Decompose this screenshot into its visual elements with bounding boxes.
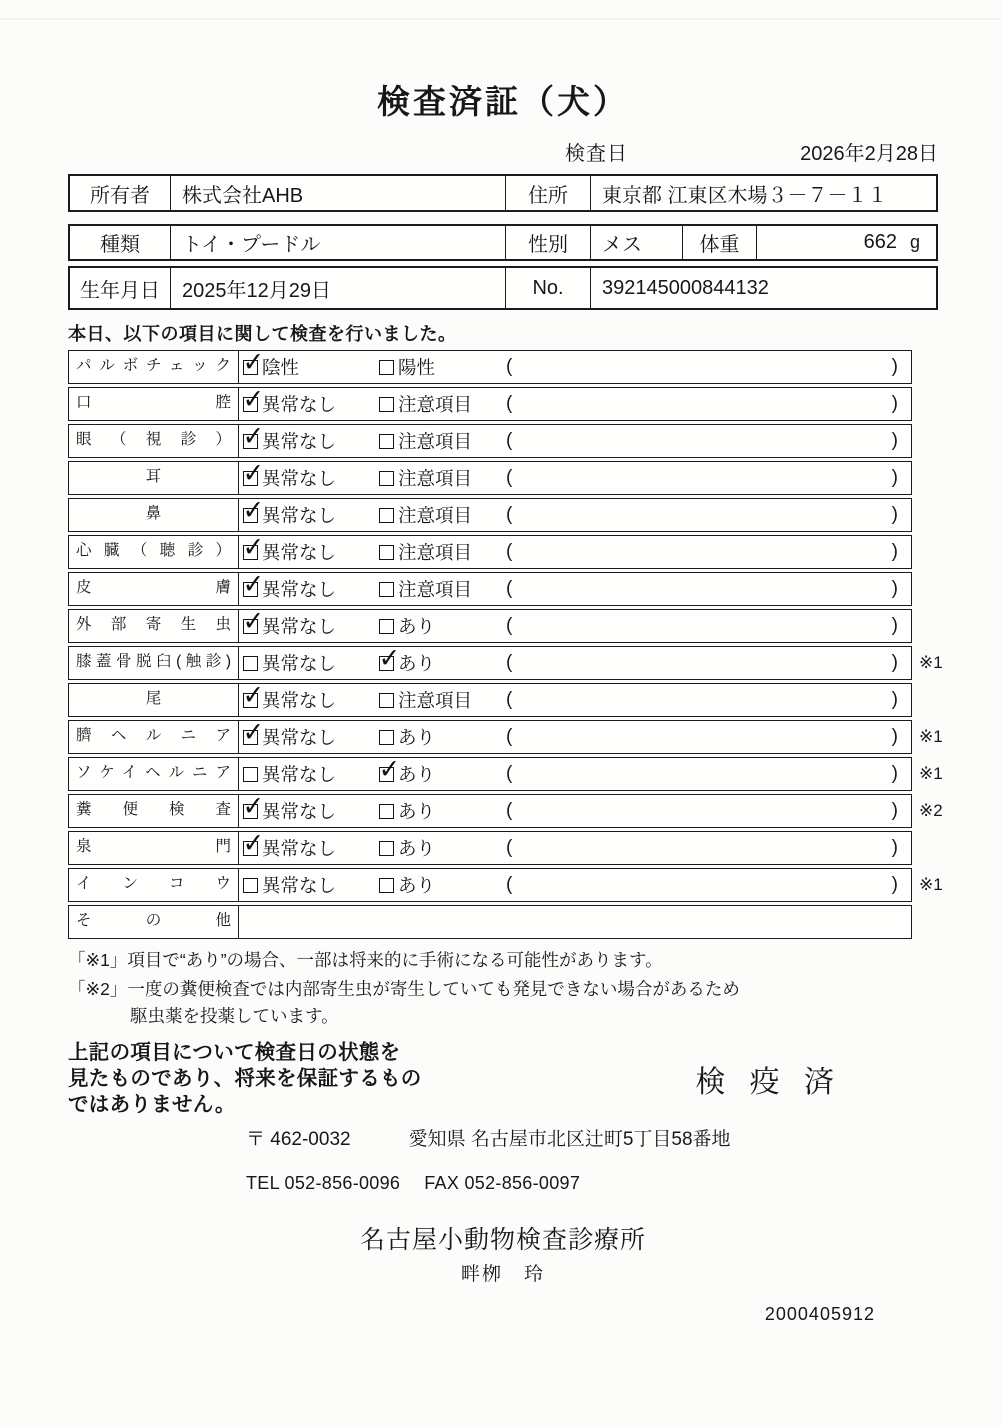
check-option [243,687,379,713]
check-option-label: 異常なし [262,653,337,674]
check-option [379,391,506,417]
check-row [68,535,938,569]
checkbox-icon[interactable] [379,360,394,375]
check-option-label: 異常なし [262,505,337,526]
check-row-content [239,573,911,605]
checkbox-checked-icon[interactable] [243,841,258,856]
check-item-label: パルボチェック [69,351,239,383]
row-footnote-ref: ※1 [919,875,943,894]
check-row-content [239,536,911,568]
check-option-label: 注意項目 [398,542,473,563]
check-option-label: 異常なし [262,468,337,489]
check-row-box [68,387,912,421]
paren-close: ) [891,615,898,636]
check-item-label: その他 [69,906,239,938]
check-row-content [239,869,911,901]
check-row-box [68,535,912,569]
checkbox-checked-icon[interactable] [243,508,258,523]
check-item-label: 心臓（聴診） [69,536,239,568]
checkbox-checked-icon[interactable] [379,656,394,671]
paren-open: ( [506,504,513,525]
check-option-label: 注意項目 [398,468,473,489]
check-row-content [239,351,911,383]
check-row-box [68,794,912,828]
checkbox-checked-icon[interactable] [243,804,258,819]
check-item-label: 耳 [69,462,239,494]
row-footnote-ref: ※1 [919,764,943,783]
check-option [243,465,379,491]
paren-open: ( [506,615,513,636]
check-row-box [68,720,912,754]
exam-date-row [68,137,938,166]
paren-open: ( [506,541,513,562]
check-option [379,761,506,787]
check-row [68,646,943,680]
check-option [379,650,506,676]
check-option [379,872,506,898]
check-option [243,354,379,380]
paren-open: ( [506,726,513,747]
paren-close: ) [891,578,898,599]
row-footnote-ref: ※1 [919,653,943,672]
check-row-content [239,499,911,531]
exam-date-value: 2026年2月28日 [800,143,938,165]
check-option [243,502,379,528]
check-row-content [239,832,911,864]
checkbox-icon[interactable] [379,471,394,486]
row-footnote-ref [912,350,952,384]
clinic-contact-line [68,1173,938,1194]
check-option-label: あり [398,727,436,748]
check-row-box [68,350,912,384]
check-row [68,350,938,384]
paren-open: ( [506,689,513,710]
row-footnote-ref [912,572,952,606]
paren-open: ( [506,467,513,488]
check-item-label: ソケイヘルニア [69,758,239,790]
check-option-label: 注意項目 [398,690,473,711]
checkbox-checked-icon[interactable] [243,582,258,597]
check-row-box [68,868,912,902]
check-option-label: 異常なし [262,764,337,785]
check-option [243,576,379,602]
checkbox-icon[interactable] [379,397,394,412]
check-option [243,724,379,750]
row-footnote-ref [912,498,952,532]
paren-close: ) [891,541,898,562]
check-row [68,387,938,421]
checkbox-checked-icon[interactable] [243,471,258,486]
check-row-box [68,683,912,717]
row-footnote-ref [912,424,952,458]
check-option-label: あり [398,653,436,674]
check-option [243,613,379,639]
row-footnote-ref [912,461,952,495]
intro-text: 本日、以下の項目に関して検査を行いました。 [68,324,457,344]
checkbox-icon[interactable] [379,730,394,745]
paren-open: ( [506,430,513,451]
check-option [243,835,379,861]
check-row-box [68,757,912,791]
weight-cell [756,226,936,259]
check-option [379,576,506,602]
sex-value: メス [590,226,682,259]
paren-open: ( [506,652,513,673]
page-title: 検査済証（犬） [377,83,629,120]
paren-open: ( [506,393,513,414]
checkbox-icon[interactable] [379,841,394,856]
check-option-label: あり [398,875,436,896]
disclaimer-line1: 上記の項目について検査日の状態を [68,1041,401,1064]
check-option-label: 注意項目 [398,431,473,452]
owner-table [68,174,938,212]
checkbox-icon[interactable] [243,878,258,893]
paren-close: ) [891,467,898,488]
check-option [379,354,506,380]
check-row-content [239,610,911,642]
weight-label: 体重 [682,226,756,259]
check-option [379,428,506,454]
checkbox-icon[interactable] [379,619,394,634]
check-row-content [239,462,911,494]
check-row [68,720,943,754]
check-row-content [239,647,911,679]
check-item-label: 泉門 [69,832,239,864]
footnote-2-line1: 「※2」一度の糞便検査では内部寄生虫が寄生していても発見できない場合があるため [68,979,740,999]
scan-artifact-line [0,18,1002,20]
check-item-label: 口腔 [69,388,239,420]
check-item-label: 膝蓋骨脱臼(触診) [69,647,239,679]
veterinarian-name: 畔栁 玲 [460,1264,545,1286]
check-row [68,683,938,717]
check-row-content [239,684,911,716]
postal-code: 〒 462-0032 [246,1129,351,1151]
check-row-box [68,831,912,865]
check-table [68,350,943,939]
checkbox-icon[interactable] [379,582,394,597]
paren-open: ( [506,837,513,858]
check-row [68,831,938,865]
check-row [68,609,938,643]
paren-close: ) [891,763,898,784]
quarantine-stamp: 検 疫 済 [695,1066,842,1100]
breed-label: 種類 [100,234,140,256]
clinic-fax: FAX 052-856-0097 [424,1173,581,1194]
check-row-box [68,609,912,643]
check-option-label: 異常なし [262,690,337,711]
row-footnote-ref [912,831,952,865]
check-option-label: 異常なし [262,875,337,896]
clinic-tel: TEL 052-856-0096 [246,1173,401,1194]
paren-close: ) [891,874,898,895]
check-option [379,724,506,750]
checkbox-icon[interactable] [379,693,394,708]
check-option-label: 注意項目 [398,505,473,526]
checkbox-icon[interactable] [243,767,258,782]
paren-close: ) [891,393,898,414]
checkbox-checked-icon[interactable] [243,693,258,708]
check-option-label: 陽性 [398,357,436,378]
pet-info-row-1 [68,224,938,261]
check-row [68,572,938,606]
check-row-box [68,461,912,495]
checkbox-checked-icon[interactable] [243,545,258,560]
check-option [243,798,379,824]
check-option-label: あり [398,801,436,822]
checkbox-icon[interactable] [379,508,394,523]
check-row-content [239,425,911,457]
check-option-label: 異常なし [262,838,337,859]
paren-open: ( [506,800,513,821]
check-option-label: 陰性 [262,357,300,378]
disclaimer [68,1040,422,1118]
check-row [68,757,943,791]
check-row [68,461,938,495]
paren-open: ( [506,578,513,599]
check-option-label: 注意項目 [398,394,473,415]
check-option-label: 異常なし [262,579,337,600]
checkbox-icon[interactable] [243,656,258,671]
check-item-label: 尾 [69,684,239,716]
check-row [68,498,938,532]
birthdate-label: 生年月日 [80,279,160,302]
serial-number: 2000405912 [764,1304,875,1325]
check-option-label: 異常なし [262,801,337,822]
weight-value: 662 [863,231,897,253]
check-item-label: 鼻 [69,499,239,531]
clinic-name: 名古屋小動物検査診療所 [359,1226,646,1255]
bottom-row [68,1040,938,1118]
check-option-label: あり [398,838,436,859]
paren-close: ) [891,689,898,710]
paren-close: ) [891,652,898,673]
disclaimer-line3: ではありません。 [68,1093,236,1117]
clinic-address: 愛知県 名古屋市北区辻町5丁目58番地 [408,1129,731,1151]
paren-open: ( [506,356,513,377]
check-option-label: 異常なし [262,542,337,563]
check-row [68,905,938,939]
check-option [243,872,379,898]
check-option [379,798,506,824]
check-item-label: 眼（視診） [69,425,239,457]
check-row-content [239,721,911,753]
row-footnote-ref: ※2 [919,801,943,820]
check-item-label: 外部寄生虫 [69,610,239,642]
row-footnote-ref [912,535,952,569]
check-option [379,539,506,565]
checkbox-icon[interactable] [379,434,394,449]
check-row-box [68,424,912,458]
pet-info-row-2 [68,266,938,310]
paren-close: ) [891,504,898,525]
check-option [379,687,506,713]
registration-no-label: No. [505,268,590,308]
paren-open: ( [506,874,513,895]
sex-label: 性別 [505,226,590,259]
paren-close: ) [891,837,898,858]
breed-value: トイ・プードル [170,226,505,259]
exam-date-label: 検査日 [565,143,628,165]
check-option [243,539,379,565]
checkbox-checked-icon[interactable] [379,767,394,782]
address-label: 住所 [505,176,590,210]
check-row-content [239,388,911,420]
row-footnote-ref [912,609,952,643]
check-row-box [68,646,912,680]
paren-open: ( [506,763,513,784]
check-item-label: インコウ [69,869,239,901]
check-option [379,465,506,491]
checkbox-icon[interactable] [379,545,394,560]
check-item-label: 臍ヘルニア [69,721,239,753]
check-option [243,391,379,417]
row-footnote-ref [912,683,952,717]
check-option-label: 異常なし [262,616,337,637]
paren-close: ) [891,430,898,451]
checkbox-checked-icon[interactable] [243,434,258,449]
check-option [243,650,379,676]
owner-name-value: 株式会社AHB [170,176,505,210]
checkbox-checked-icon[interactable] [243,360,258,375]
check-option-label: あり [398,764,436,785]
check-option [243,761,379,787]
check-option-label: あり [398,616,436,637]
check-row-box [68,498,912,532]
check-row-content [239,795,911,827]
check-item-label: 皮膚 [69,573,239,605]
weight-unit: g [909,232,920,252]
check-row-box [68,572,912,606]
check-option-label: 異常なし [262,727,337,748]
footnote-2-line2: 駆虫薬を投薬しています。 [130,1006,339,1026]
check-option-label: 異常なし [262,431,337,452]
check-option-label: 注意項目 [398,579,473,600]
paren-close: ) [891,726,898,747]
check-item-label: 糞便検査 [69,795,239,827]
check-option [379,502,506,528]
owner-label: 所有者 [90,184,150,207]
checkbox-checked-icon[interactable] [243,730,258,745]
checkbox-icon[interactable] [379,804,394,819]
footnote-1: 「※1」項目で“あり”の場合、一部は将来的に手術になる可能性があります。 [68,950,663,970]
address-value: 東京都 江東区木場３－７－１１ [590,176,936,210]
row-footnote-ref: ※1 [919,727,943,746]
check-option [379,613,506,639]
checkbox-checked-icon[interactable] [243,619,258,634]
checkbox-checked-icon[interactable] [243,397,258,412]
check-option [243,428,379,454]
paren-close: ) [891,356,898,377]
check-row-content [239,906,911,938]
row-footnote-ref [912,905,952,939]
check-row [68,868,943,902]
registration-no-value: 392145000844132 [590,268,936,308]
checkbox-icon[interactable] [379,878,394,893]
paren-close: ) [891,800,898,821]
check-row-box [68,905,912,939]
clinic-address-line [68,1124,938,1151]
row-footnote-ref [912,387,952,421]
footnote-2 [68,976,938,1028]
check-option [379,835,506,861]
check-row [68,794,943,828]
check-option-label: 異常なし [262,394,337,415]
check-row [68,424,938,458]
check-row-content [239,758,911,790]
disclaimer-line2: 見たものであり、将来を保証するもの [68,1067,422,1091]
birthdate-value: 2025年12月29日 [170,268,505,308]
